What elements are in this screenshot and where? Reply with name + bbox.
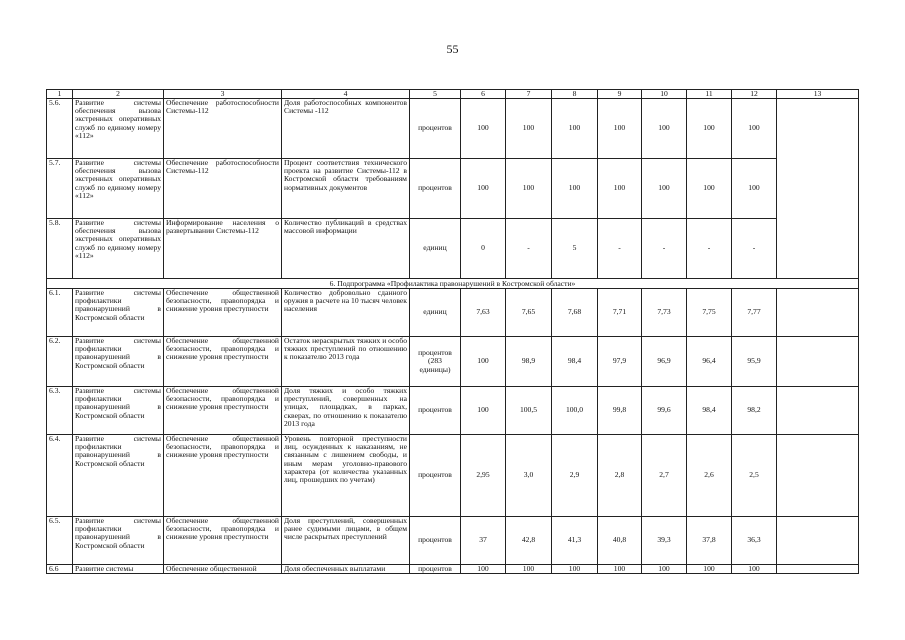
value-cell: 100 [598,99,642,159]
column-header: 6 [461,90,506,99]
unit-cell: процентов [410,565,461,574]
task-cell: Обеспечение общественной безопасности, правопорядка и снижение уровня преступности [164,289,282,337]
value-cell: 100 [642,565,687,574]
subprogram-cell: Развитие системы профилактики правонарушений в Костромской области [73,337,164,387]
column-header: 7 [506,90,552,99]
unit-cell: процентов [410,387,461,435]
value-cell: 100 [598,159,642,219]
value-cell: 100 [687,565,732,574]
subprogram-cell: Развитие системы обеспечения вызова экстренных оперативных служб по единому номеру «112» [73,159,164,219]
value-cell: 7,73 [642,289,687,337]
value-cell: 100 [598,565,642,574]
column-header: 10 [642,90,687,99]
table-row [47,99,859,159]
row-number: 5.8. [47,219,73,279]
value-cell: 2,6 [687,435,732,517]
value-cell: 100 [461,565,506,574]
value-cell: 2,95 [461,435,506,517]
value-cell: - [642,219,687,279]
value-cell: 100 [732,99,777,159]
value-cell: 100 [732,159,777,219]
unit-cell: процентов [410,159,461,219]
value-cell: 0 [461,219,506,279]
value-cell: - [506,219,552,279]
task-cell: Обеспечение общественной [164,565,282,574]
row-number: 6.6 [47,565,73,574]
value-cell: 100 [506,159,552,219]
column-header: 12 [732,90,777,99]
subprogram-cell: Развитие системы профилактики правонарушений в Костромской области [73,289,164,337]
task-cell: Информирование населения о развертывании Системы-112 [164,219,282,279]
indicator-cell: Количество публикаций в средствах массовой информации [282,219,410,279]
value-cell: 40,8 [598,517,642,565]
table-row [47,289,859,337]
unit-cell: процентов (283 единицы) [410,337,461,387]
unit-cell: процентов [410,435,461,517]
value-cell: 99,6 [642,387,687,435]
value-cell: 3,0 [506,435,552,517]
table-row [47,435,859,517]
value-cell: 2,8 [598,435,642,517]
column-header: 5 [410,90,461,99]
value-cell: 100 [642,159,687,219]
column-header: 4 [282,90,410,99]
table-row [47,565,859,574]
indicator-cell: Доля тяжких и особо тяжких преступлений, совершенных на улицах, площадках, в парках, скверах, по отношению к показателю 2013 года [282,387,410,435]
value-cell: 99,8 [598,387,642,435]
value-cell: - [732,219,777,279]
value-cell: 37,8 [687,517,732,565]
table-row [47,517,859,565]
value-cell: 36,3 [732,517,777,565]
indicator-cell: Доля преступлений, совершенных ранее судимыми лицами, в общем числе раскрытых преступлений [282,517,410,565]
value-cell: 95,9 [732,337,777,387]
value-cell: 100 [461,387,506,435]
column-header: 11 [687,90,732,99]
value-cell: 98,2 [732,387,777,435]
value-cell: 100 [461,99,506,159]
table-row [47,337,859,387]
value-cell: 100 [461,159,506,219]
value-cell: 100,5 [506,387,552,435]
row-number: 6.1. [47,289,73,337]
value-cell: 7,63 [461,289,506,337]
unit-cell: единиц [410,289,461,337]
value-cell: 2,9 [552,435,598,517]
value-cell: 7,68 [552,289,598,337]
header-row [47,90,859,99]
value-cell: 7,65 [506,289,552,337]
task-cell: Обеспечение общественной безопасности, правопорядка и снижение уровня преступности [164,517,282,565]
value-cell: 7,71 [598,289,642,337]
value-cell: 100 [687,159,732,219]
unit-cell: процентов [410,517,461,565]
indicator-cell: Доля обеспеченных выплатами [282,565,410,574]
value-cell: 7,75 [687,289,732,337]
value-cell: 100,0 [552,387,598,435]
value-cell: 2,7 [642,435,687,517]
subprogram-cell: Развитие системы обеспечения вызова экстренных оперативных служб по единому номеру «112» [73,99,164,159]
indicator-cell: Остаток нераскрытых тяжких и особо тяжких преступлений по отношению к показателю 2013 года [282,337,410,387]
row-number: 5.6. [47,99,73,159]
table-row [47,219,859,279]
table-row [47,159,859,219]
value-cell: 96,4 [687,337,732,387]
value-cell: 100 [506,565,552,574]
unit-cell: единиц [410,219,461,279]
table-row [47,387,859,435]
value-cell: 37 [461,517,506,565]
subprogram-cell: Развитие системы [73,565,164,574]
subprogram-cell: Развитие системы обеспечения вызова экстренных оперативных служб по единому номеру «112» [73,219,164,279]
value-cell: 41,3 [552,517,598,565]
value-cell: 97,9 [598,337,642,387]
task-cell: Обеспечение работоспособности Системы-112 [164,99,282,159]
task-cell: Обеспечение общественной безопасности, правопорядка и снижение уровня преступности [164,387,282,435]
value-cell: 5 [552,219,598,279]
row-number: 6.2. [47,337,73,387]
value-cell: 39,3 [642,517,687,565]
row-number: 6.4. [47,435,73,517]
page-number: 55 [446,42,459,56]
section-row [47,279,859,289]
unit-cell: процентов [410,99,461,159]
value-cell: 2,5 [732,435,777,517]
value-cell: 98,4 [687,387,732,435]
subprogram-cell: Развитие системы профилактики правонарушений в Костромской области [73,517,164,565]
value-cell: 98,9 [506,337,552,387]
value-cell: 96,9 [642,337,687,387]
row-number: 6.3. [47,387,73,435]
value-cell: 100 [732,565,777,574]
indicator-cell: Количество добровольно сданного оружия в расчете на 10 тысяч человек населения [282,289,410,337]
empty-cell [777,289,859,337]
value-cell: 100 [552,159,598,219]
column-header: 13 [777,90,859,99]
empty-cell [777,337,859,387]
empty-cell [777,387,859,435]
column-header: 1 [47,90,73,99]
column-header: 8 [552,90,598,99]
indicator-cell: Доля работоспособных компонентов Системы -112 [282,99,410,159]
empty-cell [777,517,859,565]
value-cell: 100 [506,99,552,159]
value-cell: 100 [461,337,506,387]
column-header: 3 [164,90,282,99]
value-cell: - [687,219,732,279]
subprogram-cell: Развитие системы профилактики правонарушений в Костромской области [73,435,164,517]
indicator-cell: Уровень повторной преступности лиц, осужденных к наказаниям, не связанным с лишением свободы, и иным мерам уголовно-правового характера (от количества указанных лиц, прошедших по учетам) [282,435,410,517]
indicators-table [46,89,859,574]
indicator-cell: Процент соответствия технического проекта на развитие Системы-112 в Костромской области требованиям нормативных документов [282,159,410,219]
subprogram-cell: Развитие системы профилактики правонарушений в Костромской области [73,387,164,435]
value-cell: - [598,219,642,279]
value-cell: 7,77 [732,289,777,337]
value-cell: 100 [552,565,598,574]
column-header: 2 [73,90,164,99]
empty-cell [777,565,859,574]
empty-cell [777,435,859,517]
task-cell: Обеспечение работоспособности Системы-112 [164,159,282,219]
task-cell: Обеспечение общественной безопасности, правопорядка и снижение уровня преступности [164,337,282,387]
value-cell: 100 [642,99,687,159]
value-cell: 100 [552,99,598,159]
row-number: 5.7. [47,159,73,219]
section-title: 6. Подпрограмма «Профилактика правонарушений в Костромской области» [47,279,859,289]
task-cell: Обеспечение общественной безопасности, правопорядка и снижение уровня преступности [164,435,282,517]
row-number: 6.5. [47,517,73,565]
value-cell: 42,8 [506,517,552,565]
value-cell: 98,4 [552,337,598,387]
empty-cell [777,99,859,279]
value-cell: 100 [687,99,732,159]
column-header: 9 [598,90,642,99]
